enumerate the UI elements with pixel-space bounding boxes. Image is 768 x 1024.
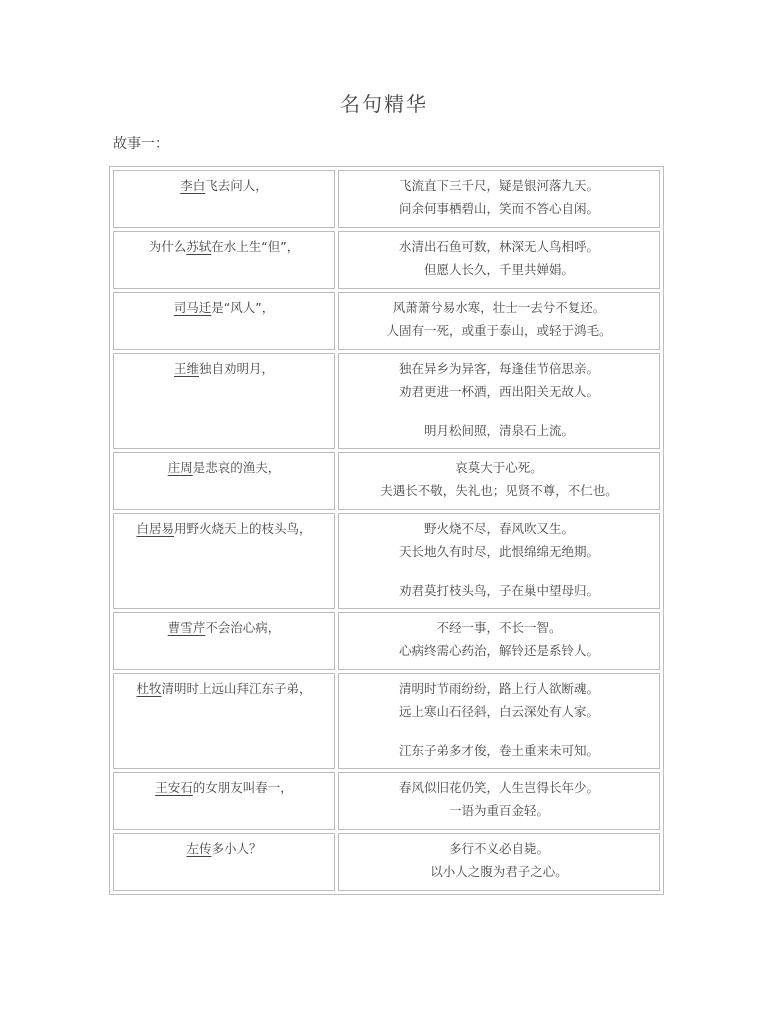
table-row: [113, 452, 660, 510]
quote-cell: [338, 353, 660, 449]
poet-name: 左传: [186, 841, 212, 856]
table-row: [113, 513, 660, 609]
poet-name: 李白: [180, 178, 206, 193]
story-cell: [113, 772, 335, 830]
section-heading: 故事一：: [113, 136, 169, 152]
poet-name: 杜牧: [136, 681, 162, 696]
quote-line: 人固有一死，或重于泰山，或轻于鸿毛。: [386, 323, 612, 338]
quote-cell: [338, 772, 660, 830]
story-cell: [113, 452, 335, 510]
quote-line: 哀莫大于心死。: [455, 460, 543, 475]
quote-cell: [338, 833, 660, 891]
quote-cell: [338, 612, 660, 670]
poet-name: 司马迁: [173, 300, 212, 315]
story-cell: [113, 612, 335, 670]
story-text: 的女朋友叫春一，: [192, 780, 293, 795]
quote-line: 风萧萧兮易水寒，壮士一去兮不复还。: [392, 300, 606, 315]
quote-line: 春风似旧花仍笑，人生岂得长年少。: [398, 780, 599, 795]
story-cell: [113, 292, 335, 350]
story-prefix: 为什么: [148, 239, 187, 254]
table-row: [113, 772, 660, 830]
story-cell: [113, 833, 335, 891]
quote-line: 不经一事，不长一智。: [436, 620, 562, 635]
story-text: 用野火烧天上的枝头鸟，: [174, 521, 312, 536]
story-cell: [113, 170, 335, 228]
quote-line: 劝君更进一杯酒，西出阳关无故人。: [398, 384, 599, 399]
quote-line: 问余何事栖碧山，笑而不答心自闲。: [398, 201, 599, 216]
story-text: 多小人？: [211, 841, 262, 856]
quote-line: 水清出石鱼可数，林深无人鸟相呼。: [398, 239, 599, 254]
table-row: [113, 833, 660, 891]
quote-cell: [338, 513, 660, 609]
quote-cell: [338, 292, 660, 350]
quote-line: 夫遇长不敬，失礼也；见贤不尊，不仁也。: [380, 483, 618, 498]
story-cell: [113, 513, 335, 609]
poet-name: 白居易: [136, 521, 174, 536]
table-row: [113, 612, 660, 670]
table-row: [113, 353, 660, 449]
story-cell: [113, 231, 335, 289]
quote-line: 一语为重百金轻。: [448, 803, 549, 818]
quote-line: 远上寒山石径斜，白云深处有人家。: [398, 704, 599, 719]
page-title: 名句精华: [340, 92, 428, 116]
story-cell: [113, 673, 335, 769]
poem-table-body: [113, 170, 660, 891]
poet-name: 王维: [173, 361, 199, 376]
quote-line: 心病终需心药治，解铃还是系铃人。: [398, 643, 599, 658]
quote-line: 明月松间照，清泉石上流。: [423, 423, 574, 438]
spacer: [343, 723, 655, 739]
quote-cell: [338, 231, 660, 289]
story-text: 清明时上远山拜江东子弟，: [161, 681, 312, 696]
table-row: [113, 292, 660, 350]
quote-line: 独在异乡为异客，每逢佳节倍思亲。: [398, 361, 599, 376]
quote-cell: [338, 452, 660, 510]
quote-line: 清明时节雨纷纷，路上行人欲断魂。: [398, 681, 599, 696]
story-text: 独自劝明月，: [199, 361, 275, 376]
quote-line: 但愿人长久，千里共婵娟。: [423, 262, 574, 277]
story-text: 飞去问人，: [205, 178, 268, 193]
poet-name: 苏轼: [186, 239, 212, 254]
table-row: [113, 170, 660, 228]
poem-table: [109, 166, 664, 895]
quote-cell: [338, 673, 660, 769]
story-cell: [113, 353, 335, 449]
quote-line: 野火烧不尽，春风吹又生。: [423, 521, 574, 536]
poet-name: 曹雪芹: [167, 620, 206, 635]
quote-line: 以小人之腹为君子之心。: [430, 864, 568, 879]
poet-name: 庄周: [167, 460, 193, 475]
table-row: [113, 673, 660, 769]
story-text: 在水上生“但”，: [211, 239, 300, 254]
spacer: [343, 563, 655, 579]
poet-name: 王安石: [155, 780, 193, 795]
quote-line: 飞流直下三千尺，疑是银河落九天。: [398, 178, 599, 193]
quote-cell: [338, 170, 660, 228]
quote-line: 劝君莫打枝头鸟，子在巢中望母归。: [398, 583, 599, 598]
story-text: 是“风人”，: [211, 300, 275, 315]
quote-line: 多行不义必自毙。: [448, 841, 549, 856]
spacer: [343, 403, 655, 419]
quote-line: 天长地久有时尽，此恨绵绵无绝期。: [398, 544, 599, 559]
table-row: [113, 231, 660, 289]
story-text: 不会治心病，: [205, 620, 281, 635]
quote-line: 江东子弟多才俊，卷土重来未可知。: [398, 743, 599, 758]
story-text: 是悲哀的渔夫，: [192, 460, 281, 475]
